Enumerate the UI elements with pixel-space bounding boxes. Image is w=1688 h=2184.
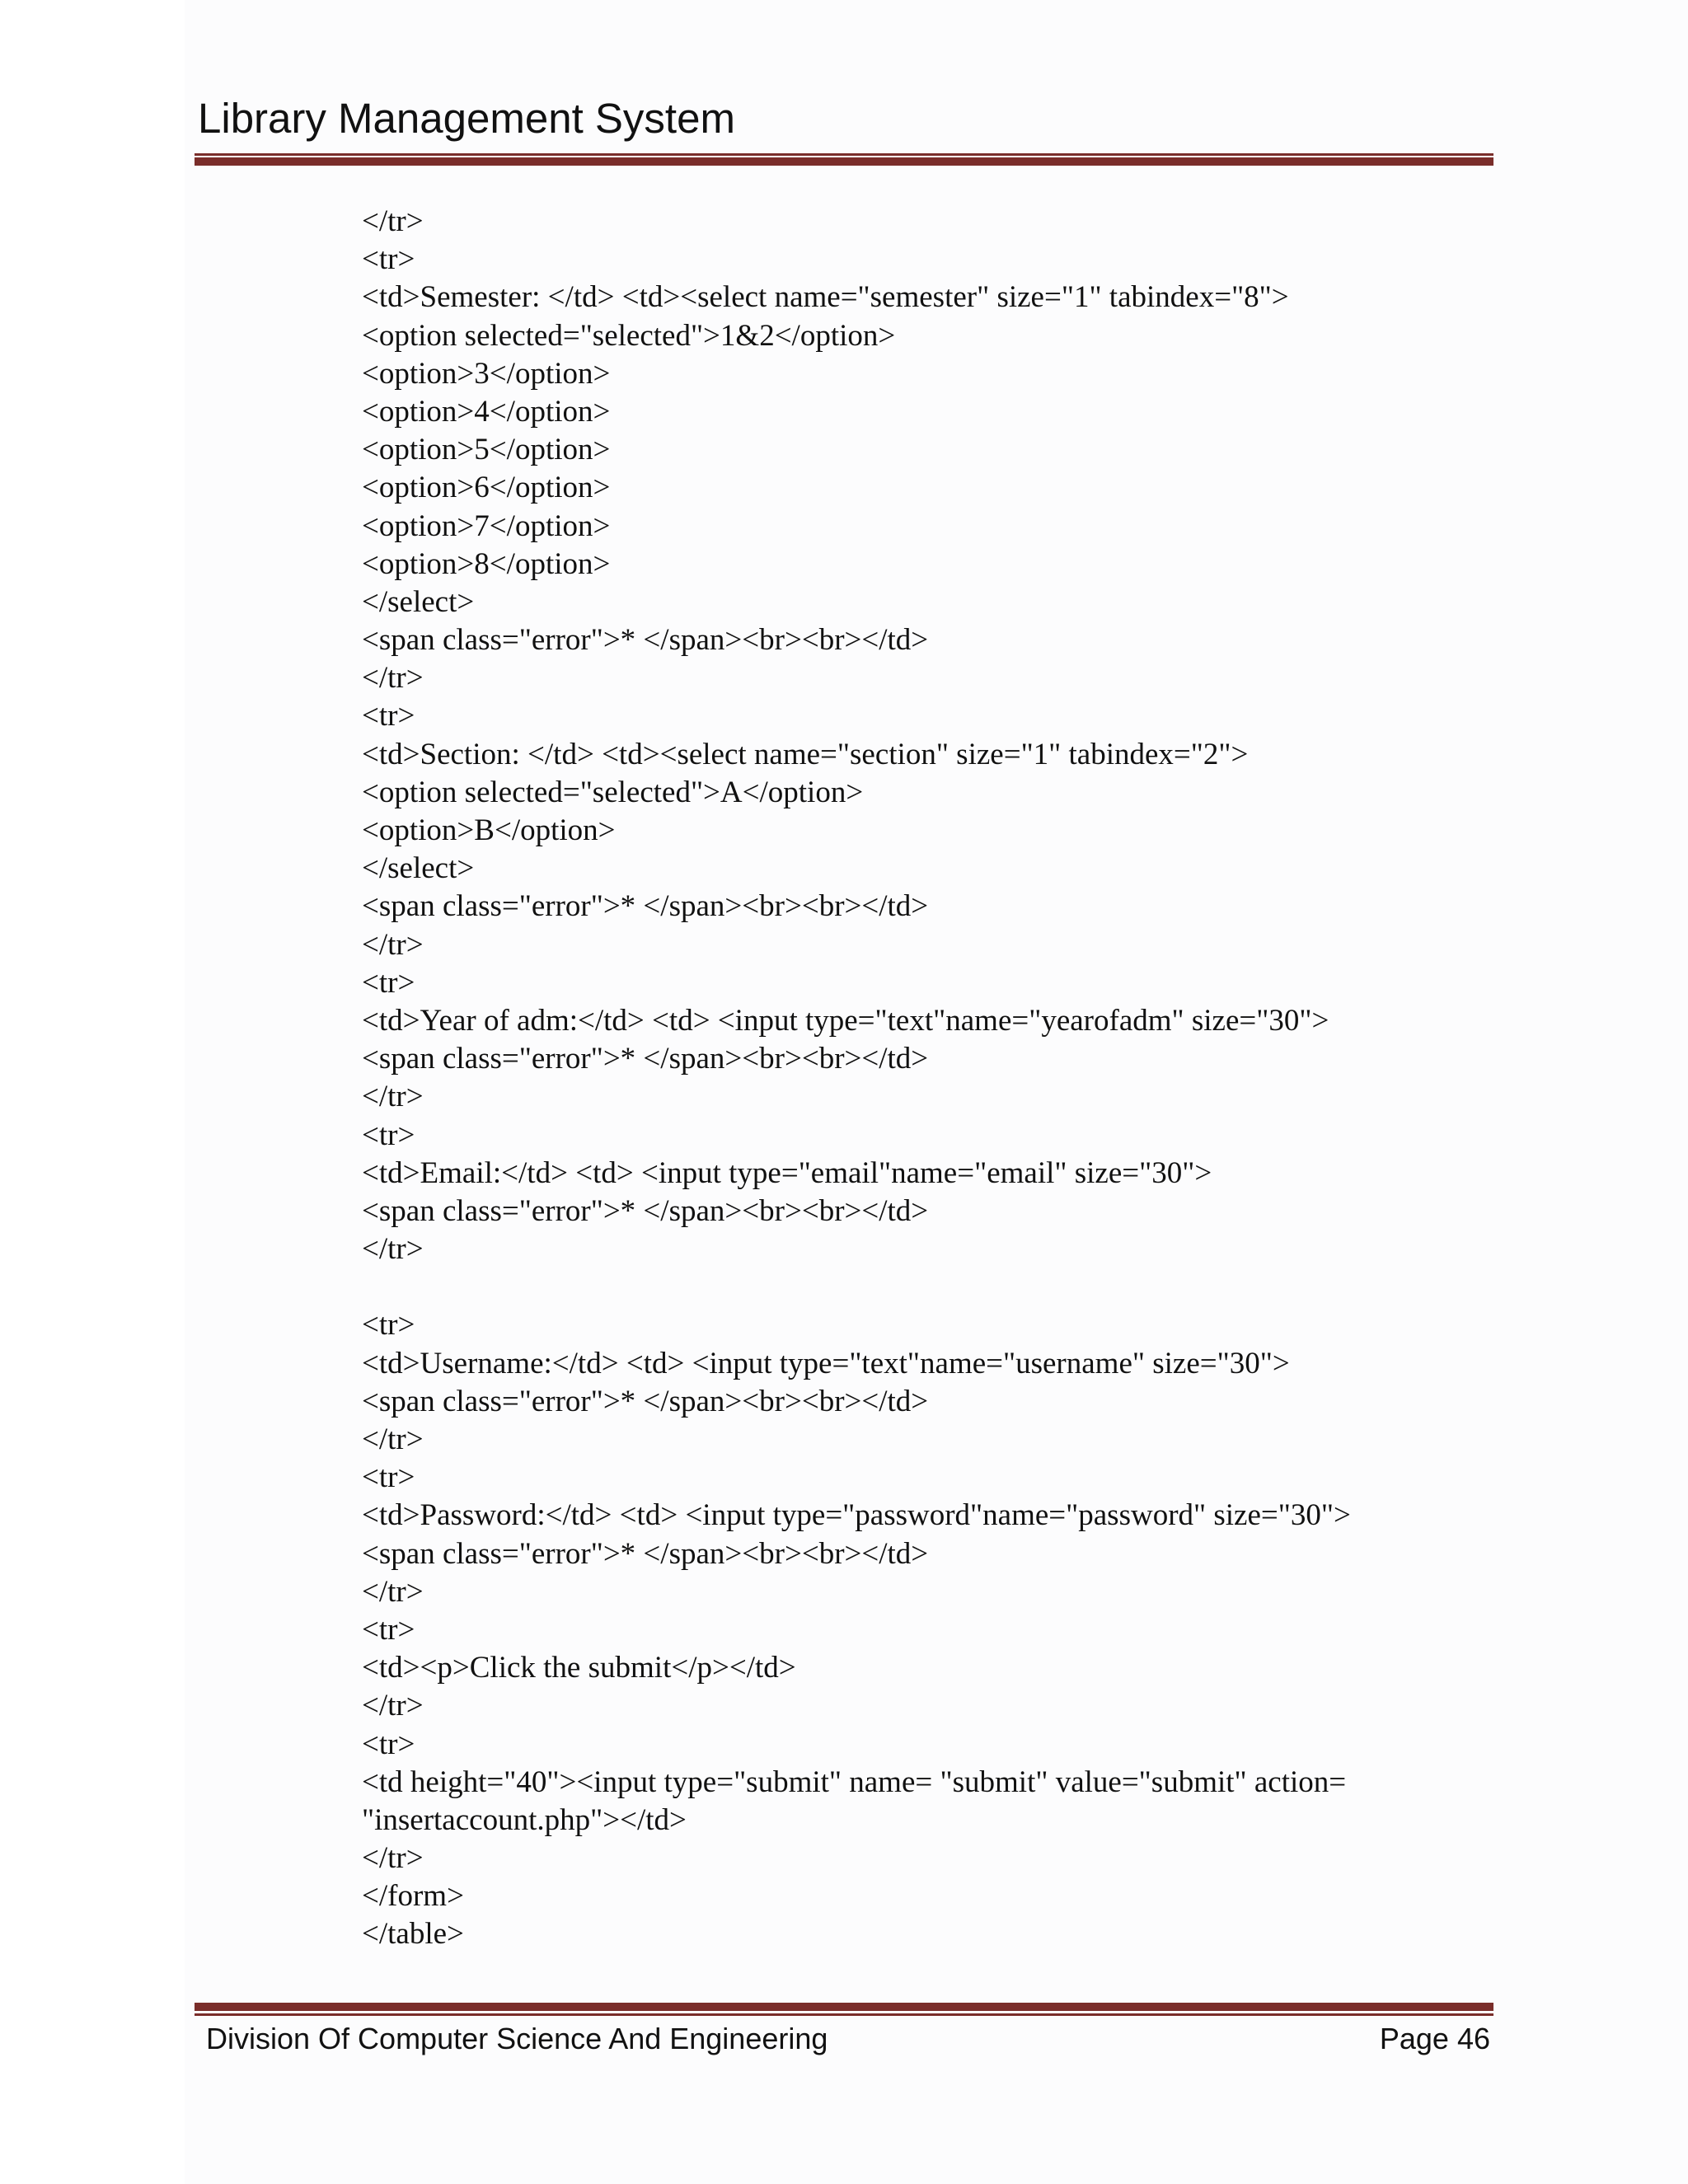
code-line: </tr>: [362, 1422, 424, 1456]
code-line: <tr>: [362, 1308, 415, 1343]
code-line: <span class="error">* </span><br><br></td>: [362, 623, 929, 658]
code-line: <span class="error">* </span><br><br></td>: [362, 1193, 929, 1228]
code-line: </tr>: [362, 1841, 424, 1876]
code-line: </tr>: [362, 1080, 424, 1114]
code-line: <option>8</option>: [362, 546, 611, 581]
code-line: <td>Semester: </td> <td><select name="semester" size="1" tabindex="8">: [362, 280, 1289, 315]
code-line: <option>4</option>: [362, 394, 611, 429]
code-line: <td height="40"><input type="submit" name= "submit" value="submit" action=: [362, 1765, 1347, 1799]
code-line: <option>3</option>: [362, 356, 611, 391]
header-rule-thick: [195, 157, 1493, 166]
code-line: </select>: [362, 851, 475, 886]
code-line: <tr>: [362, 1612, 415, 1647]
code-line: <span class="error">* </span><br><br></td>: [362, 1536, 929, 1571]
code-line: <span class="error">* </span><br><br></td>: [362, 1042, 929, 1076]
code-line: <tr>: [362, 1460, 415, 1495]
code-line: </table>: [362, 1917, 464, 1952]
code-line: </form>: [362, 1879, 464, 1914]
code-listing: [362, 203, 1351, 1954]
code-line: </tr>: [362, 661, 424, 696]
code-line: <td>Year of adm:</td> <td> <input type="text"name="yearofadm" size="30">: [362, 1003, 1329, 1038]
footer-page-number: Page 46: [1379, 2022, 1490, 2055]
code-line: <span class="error">* </span><br><br></td>: [362, 1384, 929, 1418]
footer-division: Division Of Computer Science And Engineering: [206, 2022, 828, 2055]
footer-rule-thin: [195, 2013, 1493, 2016]
code-line: </tr>: [362, 927, 424, 962]
footer-rule-thick: [195, 2003, 1493, 2011]
code-line: <tr>: [362, 1118, 415, 1152]
page-header-title: Library Management System: [198, 95, 735, 142]
code-line: [362, 1268, 1351, 1306]
code-line: <td>Section: </td> <td><select name="section" size="1" tabindex="2">: [362, 737, 1249, 771]
code-line: <option>6</option>: [362, 471, 611, 505]
code-line: <td><p>Click the submit</p></td>: [362, 1651, 796, 1685]
code-line: <option selected="selected">A</option>: [362, 775, 864, 809]
code-line: <option>5</option>: [362, 433, 611, 467]
code-line: "insertaccount.php"></td>: [362, 1802, 687, 1837]
code-line: <td>Password:</td> <td> <input type="password"name="password" size="30">: [362, 1498, 1351, 1533]
code-line: <option selected="selected">1&2</option>: [362, 318, 896, 353]
header-rule-thin: [195, 153, 1493, 156]
code-line: </tr>: [362, 1232, 424, 1267]
code-line: <option>7</option>: [362, 509, 611, 543]
code-line: <tr>: [362, 242, 415, 277]
code-line: </tr>: [362, 1689, 424, 1723]
code-line: </select>: [362, 584, 475, 619]
code-line: <td>Username:</td> <td> <input type="text"name="username" size="30">: [362, 1346, 1290, 1380]
code-line: <tr>: [362, 699, 415, 733]
code-line: <td>Email:</td> <td> <input type="email"name="email" size="30">: [362, 1155, 1212, 1190]
code-line: <tr>: [362, 1727, 415, 1761]
code-line: </tr>: [362, 1574, 424, 1609]
code-line: <option>B</option>: [362, 813, 616, 847]
code-line: <tr>: [362, 965, 415, 1000]
code-line: </tr>: [362, 204, 424, 238]
code-line: <span class="error">* </span><br><br></td>: [362, 889, 929, 924]
